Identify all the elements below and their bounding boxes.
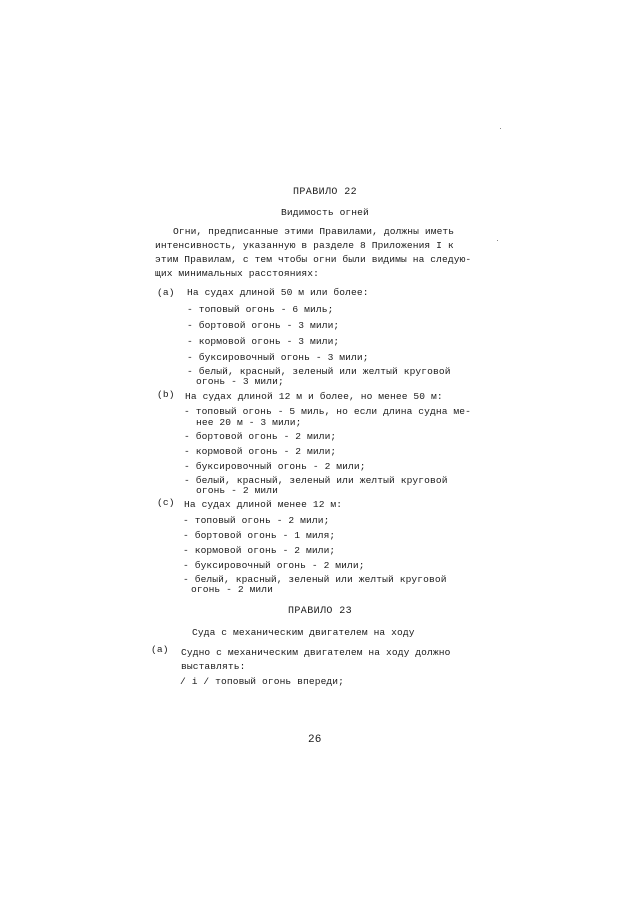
list-item: - буксировочный огонь - 3 мили;	[187, 352, 369, 363]
rule22-intro-line: интенсивность, указанную в разделе 8 Приложения I к	[155, 240, 454, 251]
list-item: - буксировочный огонь - 2 мили;	[183, 560, 365, 571]
rule23-body-line: выставлять:	[181, 661, 246, 672]
list-item-continuation: нее 20 м - 3 мили;	[196, 417, 302, 428]
list-item: - белый, красный, зеленый или желтый круговой	[183, 574, 447, 585]
list-item: - топовый огонь - 2 мили;	[183, 515, 330, 526]
list-item: - топовый огонь - 5 миль, но если длина судна ме-	[184, 406, 472, 417]
list-item: - белый, красный, зеленый или желтый круговой	[187, 366, 451, 377]
section-heading: На судах длиной 12 м и более, но менее 50 м:	[185, 391, 443, 402]
rule22-intro-line: Огни, предписанные этими Правилами, должны иметь	[173, 226, 455, 237]
section-label: (a)	[157, 287, 175, 298]
list-item: - топовый огонь - 6 миль;	[187, 304, 334, 315]
list-item: - белый, красный, зеленый или желтый круговой	[184, 475, 448, 486]
rule22-subtitle: Видимость огней	[281, 207, 369, 218]
rule22-intro-line: щих минимальных расстояниях:	[155, 268, 320, 279]
scan-speck	[500, 128, 501, 129]
list-item: - бортовой огонь - 1 миля;	[183, 530, 336, 541]
rule23-subtitle: Суда с механическим двигателем на ходу	[192, 627, 415, 638]
rule23-title: ПРАВИЛО 23	[288, 606, 353, 617]
list-item-continuation: огонь - 2 мили	[196, 485, 279, 496]
list-item: / i / топовый огонь впереди;	[180, 676, 345, 687]
list-item-continuation: огонь - 2 мили	[191, 584, 274, 595]
list-item: - бортовой огонь - 2 мили;	[184, 431, 337, 442]
section-label: (b)	[157, 389, 175, 400]
rule22-intro-line: этим Правилам, с тем чтобы огни были видимы на следую-	[155, 254, 472, 265]
list-item: - кормовой огонь - 2 мили;	[184, 446, 337, 457]
section-label: (c)	[157, 497, 175, 508]
page-number: 26	[308, 734, 322, 746]
scan-speck	[497, 240, 498, 241]
list-item: - буксировочный огонь - 2 мили;	[184, 461, 366, 472]
section-label: (a)	[151, 644, 169, 655]
rule23-body-line: Судно с механическим двигателем на ходу должно	[181, 647, 451, 658]
section-heading: На судах длиной 50 м или более:	[187, 287, 369, 298]
list-item-continuation: огонь - 3 мили;	[196, 376, 284, 387]
rule22-title: ПРАВИЛО 22	[293, 187, 358, 198]
list-item: - бортовой огонь - 3 мили;	[187, 320, 340, 331]
section-heading: На судах длиной менее 12 м:	[184, 499, 343, 510]
list-item: - кормовой огонь - 3 мили;	[187, 336, 340, 347]
list-item: - кормовой огонь - 2 мили;	[183, 545, 336, 556]
